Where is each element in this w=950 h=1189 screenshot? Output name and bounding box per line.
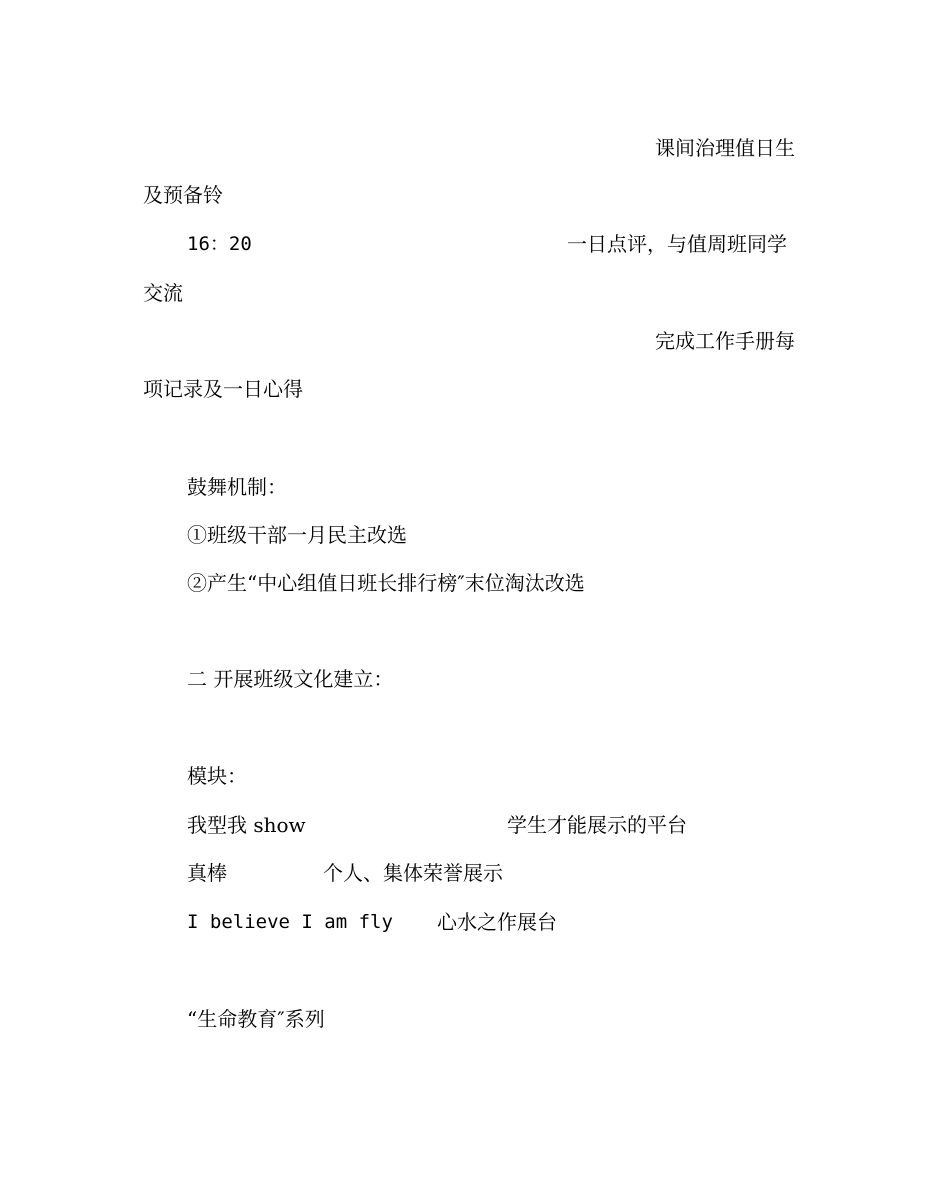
module-name-3: I believe I am fly [187, 911, 393, 933]
incentive-heading: 鼓舞机制： [187, 475, 287, 499]
incentive-item-1: ①班级干部一月民主改选 [187, 523, 407, 547]
module-desc-2: 个人、集体荣誉展示 [323, 861, 503, 885]
culture-heading: 二 开展班级文化建立： [187, 667, 394, 691]
schedule-row1-task-a: 课间治理值日生 [655, 136, 795, 160]
module-desc-1: 学生才能展示的平台 [507, 813, 687, 837]
module-desc-3: 心水之作展台 [437, 910, 557, 934]
module-name-1: 我型我 show [187, 813, 306, 837]
schedule-row3-task-a: 完成工作手册每 [655, 329, 795, 353]
series-heading: “生命教育″系列 [187, 1007, 325, 1031]
modules-heading: 模块： [187, 764, 247, 788]
schedule-row1-task-b: 及预备铃 [143, 183, 223, 207]
schedule-row2-task-a: 一日点评，与值周班同学 [567, 232, 787, 256]
schedule-row3-task-b: 项记录及一日心得 [143, 377, 303, 401]
schedule-row2-time: 16：20 [187, 233, 252, 255]
schedule-row2-task-b: 交流 [143, 281, 183, 305]
module-name-2: 真棒 [187, 861, 227, 885]
incentive-item-2: ②产生“中心组值日班长排行榜″末位淘汰改选 [187, 571, 585, 595]
